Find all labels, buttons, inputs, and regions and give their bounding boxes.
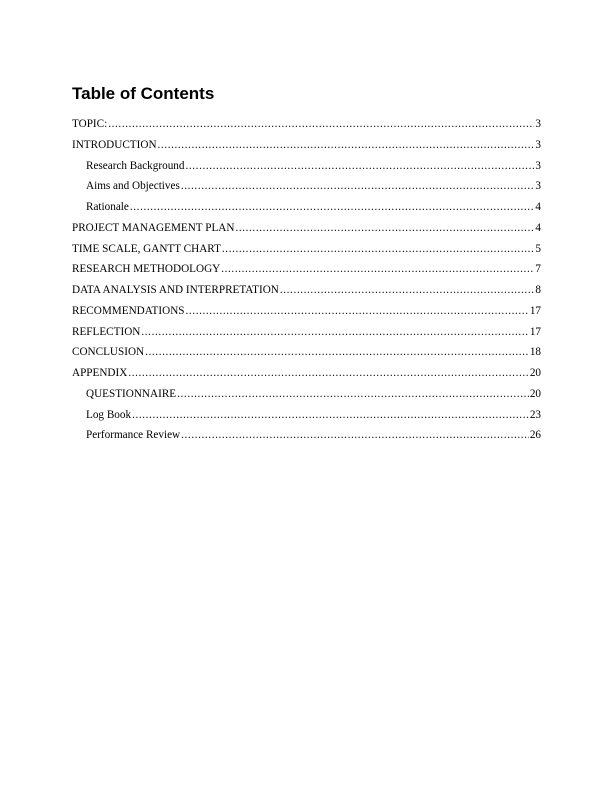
toc-dot-leader bbox=[181, 179, 535, 193]
toc-entry-page-number: 20 bbox=[529, 387, 541, 400]
toc-dot-leader bbox=[141, 325, 528, 339]
toc-entry-page-number: 3 bbox=[535, 118, 541, 130]
toc-dot-leader bbox=[130, 200, 535, 214]
toc-dot-leader bbox=[158, 138, 535, 152]
toc-dot-leader bbox=[221, 262, 534, 276]
toc-entry-page-number: 3 bbox=[535, 159, 541, 172]
toc-entry-label: TOPIC: bbox=[72, 118, 108, 130]
toc-entry-label: DATA ANALYSIS AND INTERPRETATION bbox=[72, 284, 279, 296]
toc-entry-label: Aims and Objectives bbox=[86, 180, 180, 193]
toc-entry-page-number: 4 bbox=[535, 221, 541, 234]
toc-entry-label: RECOMMENDATIONS bbox=[72, 304, 185, 317]
toc-entry-page-number: 3 bbox=[535, 138, 541, 151]
toc-dot-leader bbox=[108, 117, 534, 131]
toc-dot-leader bbox=[177, 387, 529, 401]
toc-entry-page-number: 17 bbox=[529, 325, 541, 338]
toc-entry-label: CONCLUSION bbox=[72, 346, 145, 359]
toc-dot-leader bbox=[185, 159, 534, 173]
toc-dot-leader bbox=[132, 408, 529, 422]
toc-list bbox=[72, 117, 541, 449]
toc-entry[interactable] bbox=[72, 345, 541, 366]
toc-entry-page-number: 3 bbox=[535, 180, 541, 193]
toc-dot-leader bbox=[145, 345, 529, 359]
toc-dot-leader bbox=[235, 221, 534, 235]
toc-dot-leader bbox=[128, 366, 528, 380]
toc-entry-page-number: 20 bbox=[529, 367, 541, 379]
toc-entry[interactable] bbox=[72, 408, 541, 429]
toc-entry-label: INTRODUCTION bbox=[72, 138, 157, 151]
toc-entry-label: RESEARCH METHODOLOGY bbox=[72, 263, 221, 276]
toc-dot-leader bbox=[222, 242, 535, 256]
toc-entry-label: TIME SCALE, GANTT CHART bbox=[72, 242, 221, 255]
toc-entry[interactable] bbox=[72, 387, 541, 408]
toc-entry-page-number: 5 bbox=[535, 242, 541, 255]
toc-title: Table of Contents bbox=[72, 84, 215, 103]
toc-entry-label: REFLECTION bbox=[72, 325, 141, 338]
toc-entry-page-number: 4 bbox=[535, 201, 541, 213]
toc-entry-page-number: 18 bbox=[529, 346, 541, 359]
toc-entry[interactable] bbox=[72, 304, 541, 325]
toc-dot-leader bbox=[186, 304, 529, 318]
toc-entry-label: APPENDIX bbox=[72, 367, 128, 379]
toc-entry[interactable] bbox=[72, 138, 541, 159]
toc-entry-page-number: 23 bbox=[529, 408, 541, 421]
toc-dot-leader bbox=[280, 283, 535, 297]
toc-entry-label: Research Background bbox=[86, 159, 185, 172]
toc-entry[interactable] bbox=[72, 428, 541, 449]
toc-entry-label: QUESTIONNAIRE bbox=[86, 387, 177, 400]
toc-entry-label: Log Book bbox=[86, 408, 132, 421]
toc-entry[interactable] bbox=[72, 221, 541, 242]
toc-entry-label: PROJECT MANAGEMENT PLAN bbox=[72, 221, 235, 234]
toc-entry[interactable] bbox=[72, 200, 541, 221]
toc-entry[interactable] bbox=[72, 242, 541, 263]
toc-entry-page-number: 17 bbox=[529, 304, 541, 317]
toc-entry[interactable] bbox=[72, 179, 541, 200]
toc-entry-page-number: 26 bbox=[529, 429, 541, 442]
toc-entry-label: Performance Review bbox=[86, 429, 181, 442]
toc-entry[interactable] bbox=[72, 159, 541, 180]
toc-dot-leader bbox=[181, 428, 529, 442]
toc-entry-page-number: 7 bbox=[535, 263, 541, 276]
toc-entry-page-number: 8 bbox=[535, 284, 541, 296]
toc-entry[interactable] bbox=[72, 117, 541, 138]
toc-entry[interactable] bbox=[72, 366, 541, 387]
toc-entry[interactable] bbox=[72, 283, 541, 304]
toc-entry-label: Rationale bbox=[86, 201, 129, 213]
toc-entry[interactable] bbox=[72, 262, 541, 283]
toc-entry[interactable] bbox=[72, 325, 541, 346]
